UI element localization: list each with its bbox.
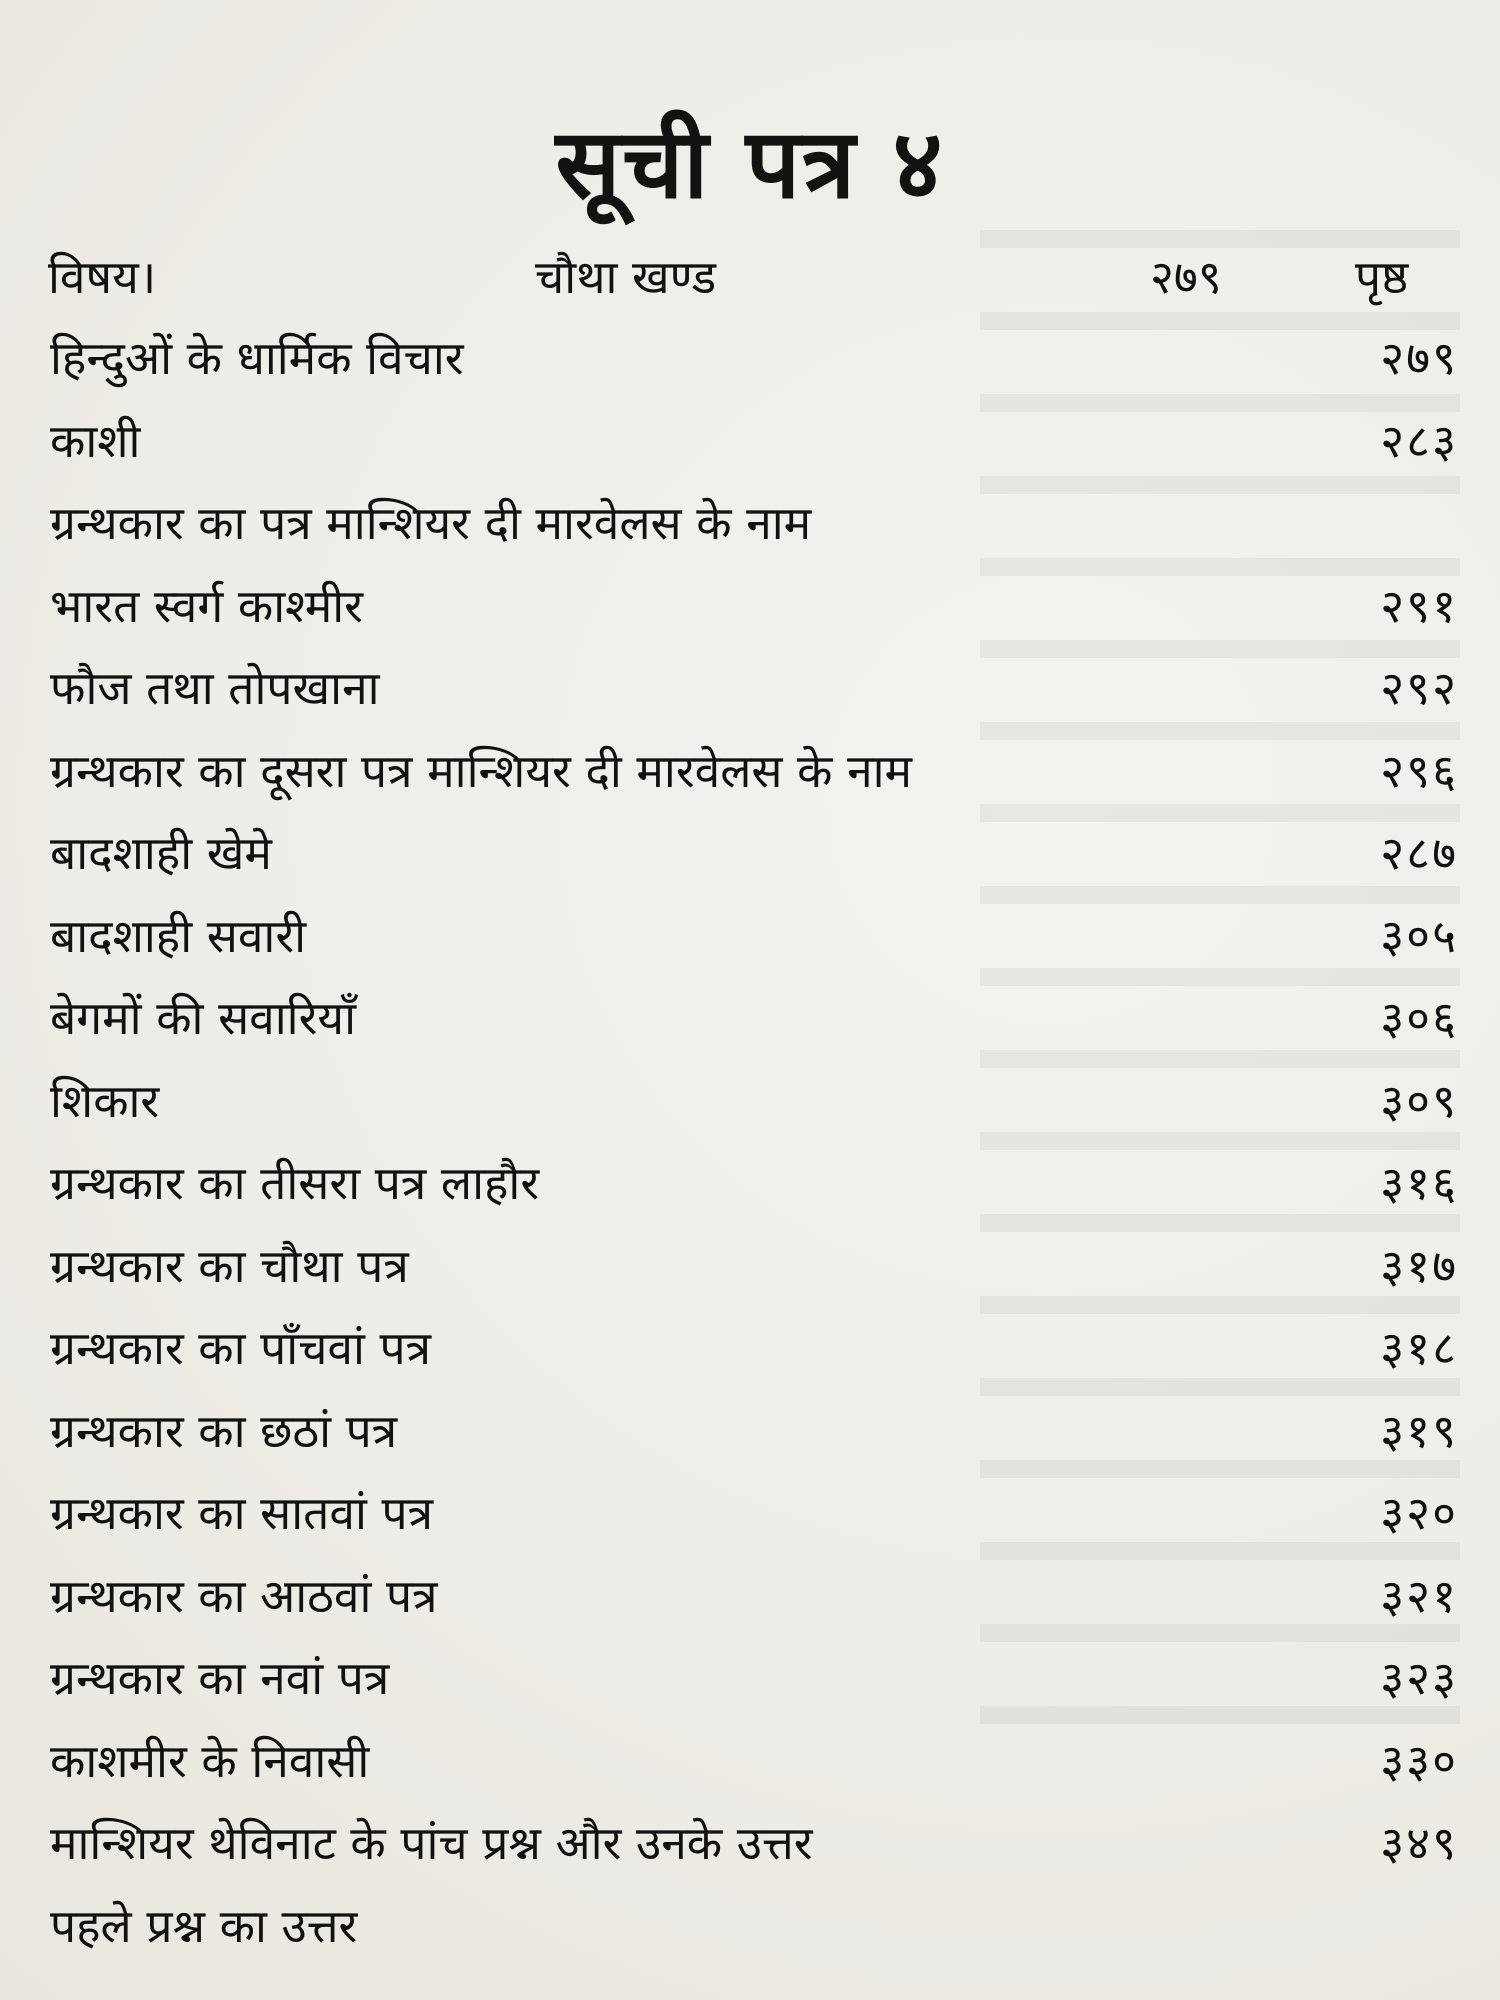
toc-entry-label: ग्रन्थकार का छठां पत्र (50, 1403, 398, 1458)
toc-entry-label: पहले प्रश्न का उत्तर (50, 1898, 358, 1953)
toc-entry-page: २८३ (1380, 413, 1458, 468)
toc-entry (0, 1310, 1500, 1393)
toc-entry-page: ३१८ (1380, 1321, 1458, 1375)
toc-entry-label: ग्रन्थकार का पत्र मान्शियर दी मारवेलस के नाम (50, 496, 812, 550)
toc-entry-page: ३३० (1380, 1733, 1458, 1788)
toc-entry-page: २८७ (1380, 826, 1458, 880)
toc-entry-label: बादशाही खेमे (50, 826, 272, 880)
toc-entry-label: शिकार (50, 1073, 160, 1128)
toc-entry-page: ३१९ (1380, 1403, 1458, 1458)
toc-entry-page: २९२ (1380, 661, 1458, 715)
toc-entry-page: ३२३ (1380, 1651, 1458, 1705)
toc-entry (0, 320, 1500, 403)
toc-entry (0, 1228, 1500, 1311)
toc-entry (0, 1558, 1500, 1641)
toc-entry (0, 1805, 1500, 1888)
toc-entry-page: ३४९ (1380, 1816, 1458, 1870)
toc-entry-label: ग्रन्थकार का तीसरा पत्र लाहौर (50, 1156, 540, 1210)
toc-entry-label: हिन्दुओं के धार्मिक विचार (50, 331, 464, 385)
toc-entry-label: ग्रन्थकार का पाँचवां पत्र (50, 1321, 432, 1375)
toc-entry (0, 485, 1500, 568)
header-section: चौथा खण्ड (535, 250, 717, 304)
toc-entry (0, 1475, 1500, 1558)
header-subject: विषय। (48, 250, 157, 304)
toc-entry-page: २९६ (1380, 743, 1458, 798)
toc-list (0, 320, 1500, 1970)
toc-entry-label: ग्रन्थकार का नवां पत्र (50, 1651, 390, 1705)
toc-entry-page: ३१७ (1380, 1238, 1458, 1293)
toc-entry-label: फौज तथा तोपखाना (50, 661, 380, 715)
toc-entry-page: ३२१ (1380, 1568, 1458, 1623)
toc-entry (0, 1393, 1500, 1476)
toc-entry (0, 403, 1500, 486)
toc-entry-label: काशी (50, 413, 141, 468)
toc-entry (0, 1640, 1500, 1723)
toc-entry-page: ३०५ (1380, 908, 1458, 963)
toc-entry (0, 1723, 1500, 1806)
toc-entry-page: ३०६ (1380, 991, 1458, 1045)
toc-entry-label: ग्रन्थकार का आठवां पत्र (50, 1568, 438, 1623)
toc-header-row (0, 245, 1500, 305)
toc-entry (0, 650, 1500, 733)
toc-entry-label: बेगमों की सवारियाँ (50, 991, 356, 1045)
page-title: सूची पत्र ४ (555, 107, 945, 220)
toc-entry-label: मान्शियर थेविनाट के पांच प्रश्न और उनके उत्तर (50, 1816, 813, 1870)
header-number: २७९ (1150, 250, 1222, 304)
toc-entry-label: भारत स्वर्ग काश्मीर (50, 578, 363, 633)
toc-entry (0, 898, 1500, 981)
toc-entry-label: ग्रन्थकार का चौथा पत्र (50, 1238, 409, 1293)
toc-entry-label: काशमीर के निवासी (50, 1733, 370, 1788)
toc-entry-page: ३२० (1380, 1486, 1458, 1540)
toc-entry-page: ३१६ (1380, 1156, 1458, 1210)
toc-entry (0, 1063, 1500, 1146)
toc-entry-page: ३०९ (1380, 1073, 1458, 1128)
toc-entry-page: २९१ (1380, 578, 1458, 633)
toc-entry (0, 568, 1500, 651)
toc-entry-label: बादशाही सवारी (50, 908, 307, 963)
toc-entry-page: २७९ (1380, 331, 1458, 385)
header-page: पृष्ठ (1355, 250, 1409, 304)
toc-entry (0, 1145, 1500, 1228)
toc-entry (0, 980, 1500, 1063)
toc-entry (0, 815, 1500, 898)
toc-entry (0, 1888, 1500, 1971)
toc-entry-label: ग्रन्थकार का सातवां पत्र (50, 1486, 434, 1540)
toc-entry-label: ग्रन्थकार का दूसरा पत्र मान्शियर दी मारवेलस के नाम (50, 743, 913, 798)
toc-entry (0, 733, 1500, 816)
